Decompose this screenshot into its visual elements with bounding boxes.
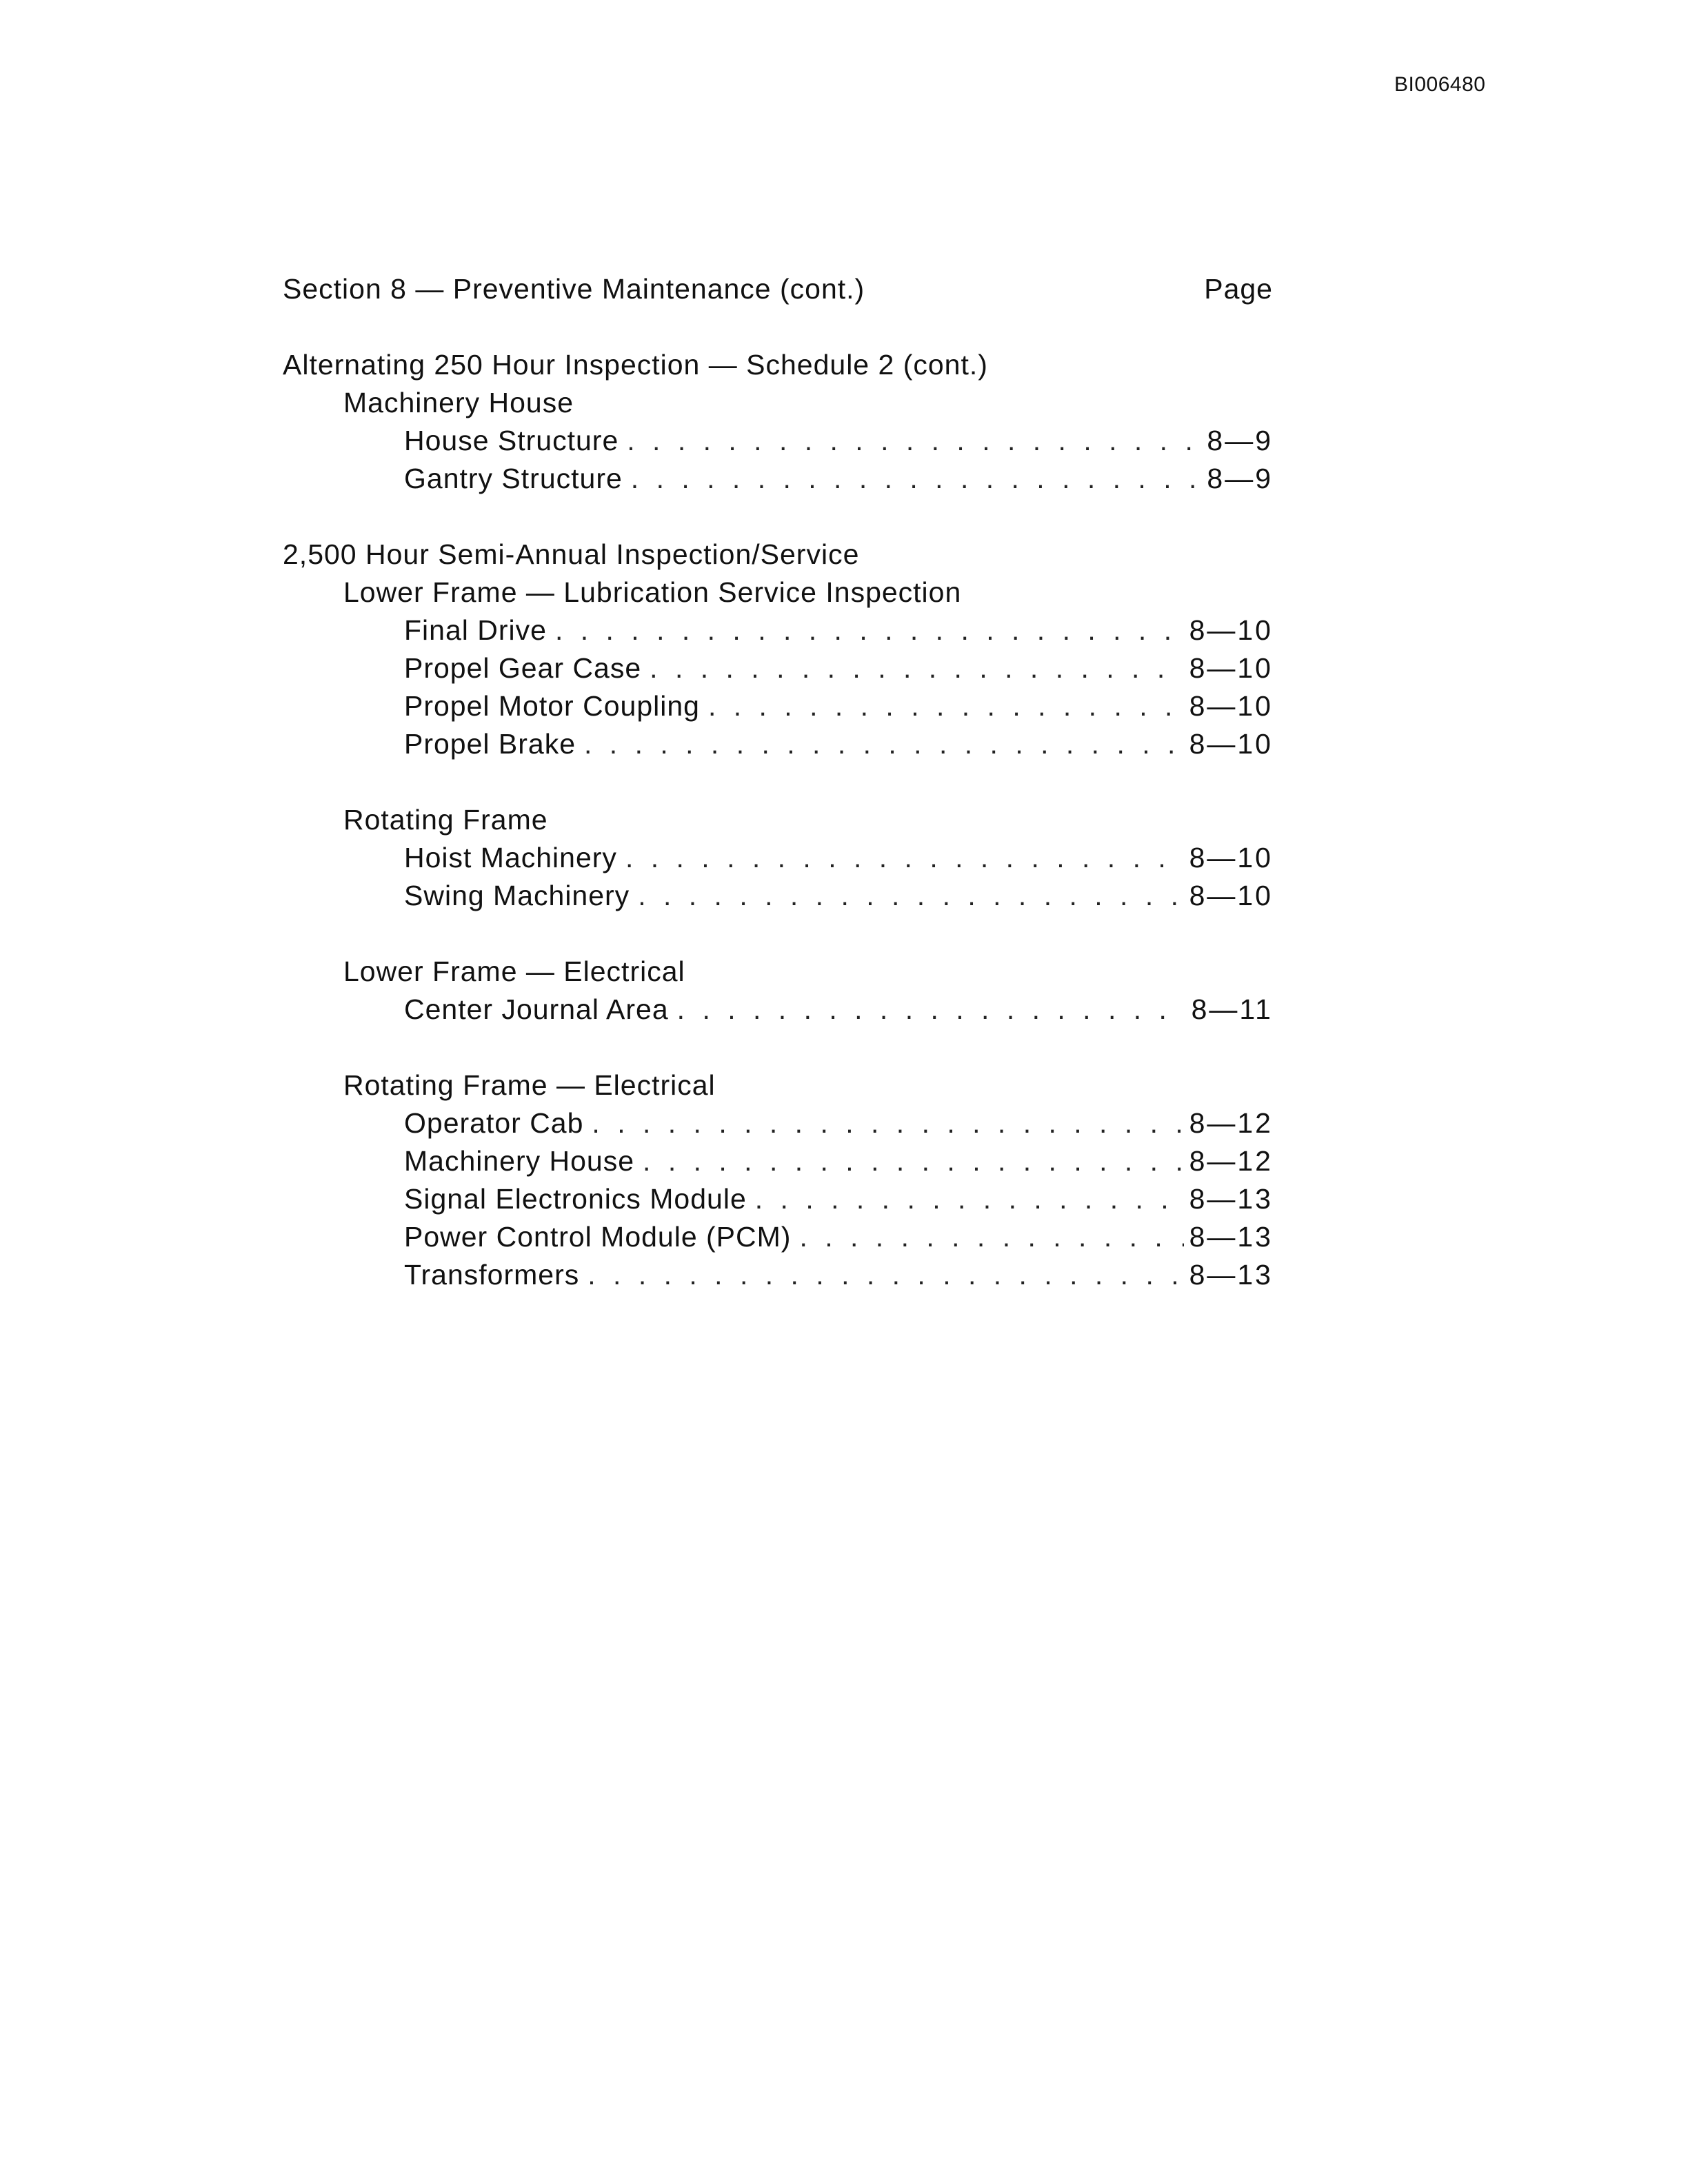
toc-entry-page: 8—13: [1189, 1221, 1273, 1253]
toc-entry-page: 8—11: [1191, 993, 1273, 1025]
toc-entry: [283, 1104, 1273, 1142]
toc-entry-page: 8—13: [1189, 1183, 1273, 1215]
toc-subsection-title: Lower Frame — Electrical: [343, 956, 685, 987]
section-title: Section 8 — Preventive Maintenance (cont.): [283, 273, 865, 305]
document-id: BI006480: [1394, 73, 1486, 96]
toc-entry-page: 8—10: [1189, 880, 1273, 911]
dot-leader: [631, 460, 1202, 498]
toc-entry: [283, 1256, 1273, 1294]
toc-entry-label: Transformers: [404, 1259, 580, 1291]
toc-entry: [283, 1142, 1273, 1180]
dot-leader: [625, 839, 1184, 877]
toc-subsection-title: Lower Frame — Lubrication Service Inspection: [343, 576, 962, 608]
toc-entry-page: 8—13: [1189, 1259, 1273, 1291]
toc-entry-page: 8—12: [1189, 1107, 1273, 1139]
toc-entry-label: Power Control Module (PCM): [404, 1221, 792, 1253]
toc-entry: [283, 687, 1273, 725]
dot-leader: [587, 1256, 1183, 1294]
toc-entry-label: Propel Motor Coupling: [404, 690, 700, 722]
toc-entry-label: Gantry Structure: [404, 463, 623, 494]
toc-header: [283, 270, 1273, 308]
toc-subsection-title: Machinery House: [343, 387, 574, 418]
toc-entry-page: 8—12: [1189, 1145, 1273, 1177]
page-column-label: Page: [1204, 273, 1273, 305]
toc-entry-label: Machinery House: [404, 1145, 635, 1177]
spacer: [283, 1029, 1273, 1066]
dot-leader: [555, 611, 1184, 649]
toc-entry-label: Propel Gear Case: [404, 652, 642, 684]
spacer: [283, 498, 1273, 536]
dot-leader: [638, 877, 1183, 915]
toc-group-title: Alternating 250 Hour Inspection — Schedule 2 (cont.): [283, 349, 988, 381]
toc-entry: [283, 422, 1273, 460]
dot-leader: [708, 687, 1184, 725]
toc-subsection-title: Rotating Frame: [343, 804, 548, 836]
toc-entry-label: Center Journal Area: [404, 993, 669, 1025]
toc-group-title: 2,500 Hour Semi-Annual Inspection/Service: [283, 538, 860, 570]
toc-entry: [283, 839, 1273, 877]
toc-entry-label: Hoist Machinery: [404, 842, 617, 873]
toc-entry-page: 8—10: [1189, 842, 1273, 873]
toc-entry: [283, 611, 1273, 649]
toc-entry-label: Propel Brake: [404, 728, 576, 760]
toc-entry: [283, 1180, 1273, 1218]
dot-leader: [592, 1104, 1183, 1142]
toc-entry: [283, 991, 1273, 1029]
toc-entry-label: Operator Cab: [404, 1107, 584, 1139]
dot-leader: [650, 649, 1183, 687]
toc-entry-page: 8—9: [1207, 425, 1273, 456]
toc-entry-label: Final Drive: [404, 614, 547, 646]
toc-entry-label: Swing Machinery: [404, 880, 630, 911]
spacer: [283, 915, 1273, 953]
toc-entry-page: 8—10: [1189, 690, 1273, 722]
dot-leader: [799, 1218, 1183, 1256]
dot-leader: [677, 991, 1186, 1029]
spacer: [283, 308, 1273, 346]
toc-entry-page: 8—10: [1189, 652, 1273, 684]
toc-entry-page: 8—10: [1189, 614, 1273, 646]
dot-leader: [627, 422, 1201, 460]
spacer: [283, 763, 1273, 801]
toc-entry: [283, 1218, 1273, 1256]
toc-entry-label: Signal Electronics Module: [404, 1183, 747, 1215]
dot-leader: [643, 1142, 1184, 1180]
toc-entry-page: 8—10: [1189, 728, 1273, 760]
toc-entry: [283, 649, 1273, 687]
toc-subsection-title: Rotating Frame — Electrical: [343, 1069, 716, 1101]
dot-leader: [755, 1180, 1184, 1218]
toc-entry-label: House Structure: [404, 425, 619, 456]
dot-leader: [584, 725, 1184, 763]
toc-entry-page: 8—9: [1207, 463, 1273, 494]
toc-entry: [283, 725, 1273, 763]
toc-entry: [283, 460, 1273, 498]
table-of-contents: [283, 270, 1273, 1294]
toc-entry: [283, 877, 1273, 915]
